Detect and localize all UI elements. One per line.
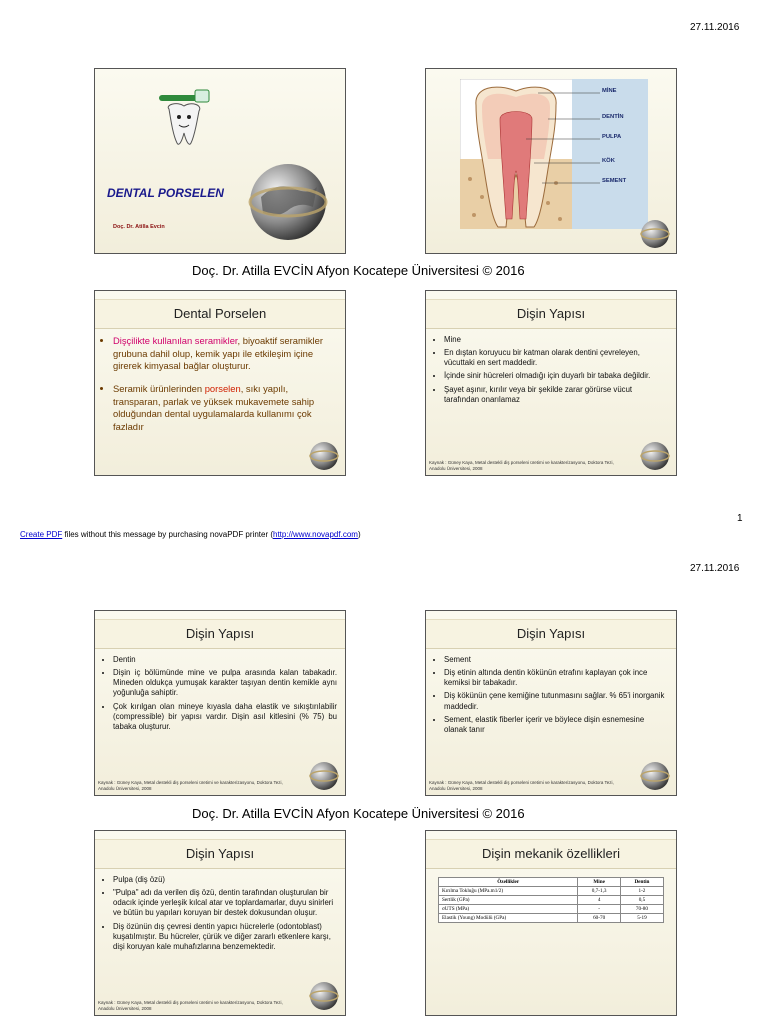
slide4-body — [434, 335, 668, 408]
bullet: • Şayet aşınır, kırılır veya bir şekilde zarar görürse vücut tarafından onarılamaz — [444, 385, 668, 405]
bullet: • En dıştan koruyucu bir katman olarak dentini çevreleyen, vücuttaki en sert maddedir. — [444, 348, 668, 368]
table-cell: 0,5 — [620, 896, 663, 905]
slide-disin-yapisi-dentin — [94, 610, 346, 796]
table-header: Özellikler — [439, 878, 578, 887]
label-dentin: DENTİN — [602, 114, 624, 120]
globe-icon — [309, 761, 339, 791]
table-cell: σUTS (MPa) — [439, 905, 578, 914]
table-cell: 4 — [578, 896, 621, 905]
label-mine: MİNE — [602, 88, 617, 94]
table-header: Mine — [578, 878, 621, 887]
bullet — [113, 335, 337, 373]
table-cell: Sertlik (GPa) — [439, 896, 578, 905]
page2-caption: Doç. Dr. Atilla EVCİN Afyon Kocatepe Üniversitesi © 2016 — [192, 806, 525, 821]
table-cell: Elastik (Young) Modülü (GPa) — [439, 914, 578, 923]
bullet: • İçinde sinir hücreleri olmadığı için duyarlı bir tabaka değildir. — [444, 371, 668, 381]
table-cell: 0,7-1,3 — [578, 887, 621, 896]
bullet: • Diş özünün dış çevresi dentin yapıcı hücrelerle (odontoblast) kuşatılmıştır. Bu hücreler, çürük ve diğer zararlı etkenlere karşı, dişi koruyan kale muhafızlarına benzemektedir. — [113, 922, 337, 952]
slide-disin-yapisi-sement — [425, 610, 677, 796]
table-cell: - — [578, 905, 621, 914]
slide7-body — [103, 875, 337, 955]
slide7-source: Kaynak : Güney Kaya, Metal destekli diş porseleni üretimi ve karakterizasyonu, Doktora Tezi, Anadolu Üniversitesi, 2008 — [98, 1000, 283, 1011]
footer-text: files without this message by purchasing novaPDF printer ( — [62, 530, 273, 539]
bullet: • Dentin — [113, 655, 337, 665]
globe-icon — [640, 219, 670, 249]
footer-text-end: ) — [357, 530, 361, 539]
page2-date: 27.11.2016 — [690, 563, 740, 574]
create-pdf-link[interactable]: Create PDF — [20, 530, 63, 539]
slide1-author: Doç. Dr. Atilla Evcin — [113, 224, 165, 230]
slide-dental-porselen — [94, 290, 346, 476]
label-pulpa: PULPA — [602, 134, 622, 140]
slide5-source: Kaynak : Güney Kaya, Metal destekli diş porseleni üretimi ve karakterizasyonu, Doktora Tezi, Anadolu Üniversitesi, 2008 — [98, 780, 283, 791]
bullet: • Diş etinin altında dentin kökünün etrafını kaplayan çok ince kemiksi bir tabakadır. — [444, 668, 668, 688]
slide-dental-porselen-title — [94, 68, 346, 254]
bullet — [113, 383, 337, 434]
bullet: • Sement — [444, 655, 668, 665]
slide8-title: Dişin mekanik özellikleri — [426, 839, 676, 869]
slide-mekanik-ozellikler — [425, 830, 677, 1016]
table-row — [439, 896, 664, 905]
globe-icon — [247, 161, 329, 243]
slide4-source: Kaynak : Güney Kaya, Metal destekli diş porseleni üretimi ve karakterizasyonu, Doktora Tezi, Anadolu Üniversitesi, 2008 — [429, 460, 614, 471]
table-cell: Kırılma Tokluğu (MPa.m1/2) — [439, 887, 578, 896]
slide4-title: Dişin Yapısı — [426, 299, 676, 329]
novapdf-url-link[interactable]: http://www.novapdf.com — [273, 530, 358, 539]
mechanical-table-wrap — [438, 877, 664, 923]
globe-icon — [640, 761, 670, 791]
bullet: • Sement, elastik fiberler içerir ve böylece dişin esnemesine olanak tanır — [444, 715, 668, 735]
label-kok: KÖK — [602, 158, 615, 164]
slide1-title: DENTAL PORSELEN — [107, 186, 224, 200]
slide-tooth-diagram — [425, 68, 677, 254]
highlight-text: porselen — [204, 383, 241, 395]
table-cell: 1-2 — [620, 887, 663, 896]
slide5-title: Dişin Yapısı — [95, 619, 345, 649]
globe-icon — [309, 441, 339, 471]
table-cell: 60-70 — [578, 914, 621, 923]
table-header: Dentin — [620, 878, 663, 887]
table-row — [439, 914, 664, 923]
mechanical-properties-table — [438, 877, 664, 923]
bullet: • Çok kırılgan olan mineye kıyasla daha elastik ve sıkıştırılabilir (compressible) bir yapısı vardır. Dişin asıl kitlesini (% 75) bu tabaka oluşturur. — [113, 702, 337, 732]
bullet: • Diş kökünün çene kemiğine tutunmasını sağlar. % 65'i inorganik maddedir. — [444, 691, 668, 711]
page1-date: 27.11.2016 — [690, 22, 740, 33]
slide6-title: Dişin Yapısı — [426, 619, 676, 649]
slide3-body — [103, 335, 337, 437]
table-header-row — [439, 878, 664, 887]
page-number: 1 — [737, 513, 743, 524]
globe-icon — [640, 441, 670, 471]
table-row — [439, 905, 664, 914]
bullet-text: , biyoaktif seramikler grubuna dahil olup, kemik yapı ile etkileşim içine girerek kimyasal bağlar oluşturur. — [113, 335, 323, 372]
slide3-title: Dental Porselen — [95, 299, 345, 329]
table-cell: 5-19 — [620, 914, 663, 923]
bullet: • Mine — [444, 335, 668, 345]
slide-disin-yapisi-mine — [425, 290, 677, 476]
bullet: • "Pulpa" adı da verilen diş özü, dentin tarafından oluşturulan bir odacık içinde yerleşik kılcal atar ve toplardamarlar, duyu sinirleri ve bütün bu yapıları koruyan bir destek dokusundan oluşur. — [113, 888, 337, 918]
table-row — [439, 887, 664, 896]
novapdf-footer — [20, 530, 361, 539]
slide6-source: Kaynak : Güney Kaya, Metal destekli diş porseleni üretimi ve karakterizasyonu, Doktora Tezi, Anadolu Üniversitesi, 2008 — [429, 780, 614, 791]
tooth-cross-section-diagram — [460, 79, 648, 229]
bullet: • Pulpa (diş özü) — [113, 875, 337, 885]
highlight-text: Dişçilikte kullanılan seramikler — [113, 335, 238, 346]
label-sement: SEMENT — [602, 178, 627, 184]
slide5-body — [103, 655, 337, 735]
globe-icon — [309, 981, 339, 1011]
table-cell: 70-80 — [620, 905, 663, 914]
slide6-body — [434, 655, 668, 738]
tooth-mascot-icon — [155, 87, 213, 149]
bullet-text: , sıkı yapılı, transparan, parlak ve yüksek mukavemete sahip olduğundan dental uygulamalarda kullanımı çok fazladır — [113, 383, 315, 433]
bullet-text: Seramik ürünlerinden — [113, 383, 205, 395]
slide7-title: Dişin Yapısı — [95, 839, 345, 869]
slide-disin-yapisi-pulpa — [94, 830, 346, 1016]
page1-caption: Doç. Dr. Atilla EVCİN Afyon Kocatepe Üniversitesi © 2016 — [192, 263, 525, 278]
bullet: • Dişin iç bölümünde mine ve pulpa arasında kalan tabakadır. Mineden oldukça yumuşak karakter taşıyan dentin kemikle aynı yoğunluğa sahiptir. — [113, 668, 337, 698]
